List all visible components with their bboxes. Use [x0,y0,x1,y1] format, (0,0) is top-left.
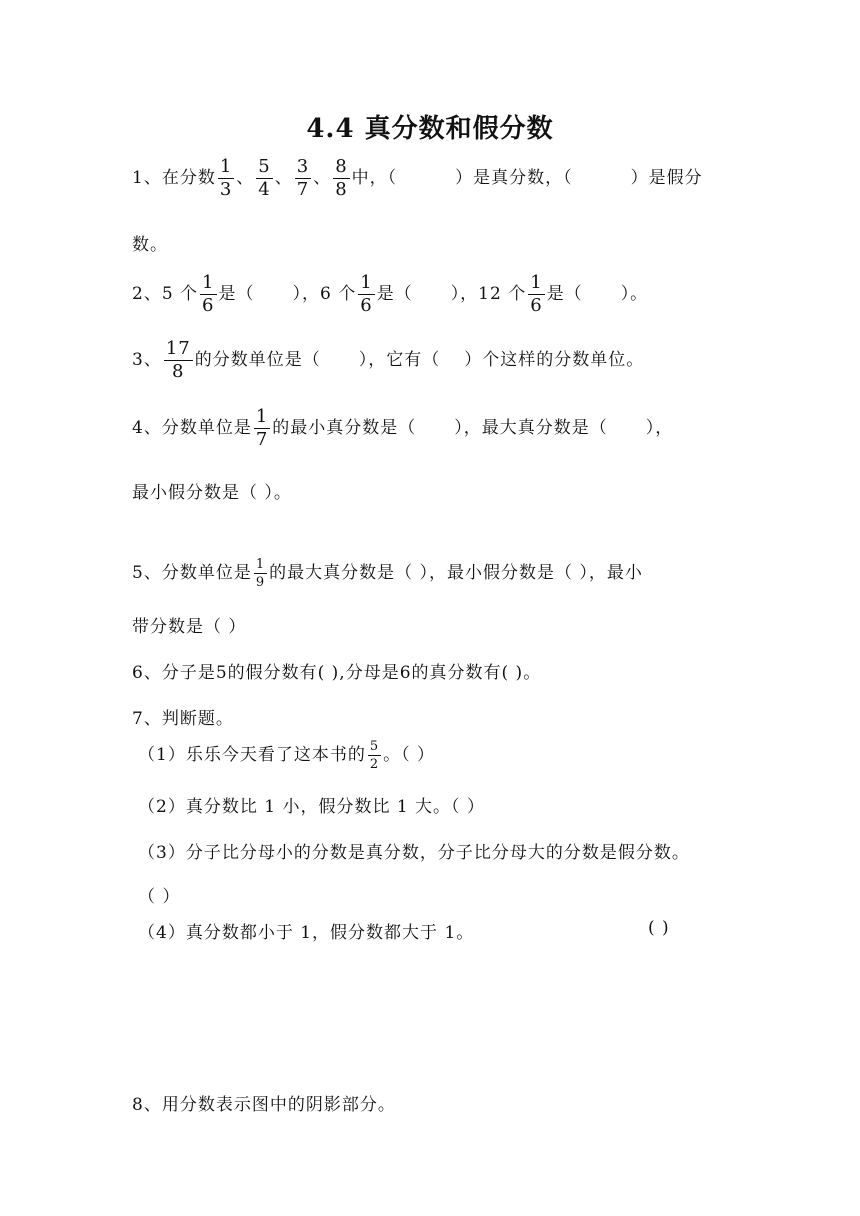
question-8: 8、用分数表示图中的阴影部分。 [132,1095,396,1115]
fraction-1-7: $\frac{1}{7}$ [255,406,269,450]
question-7-item-3: （3）分子比分母小的分数是真分数，分子比分母大的分数是假分数。 [138,843,690,863]
fraction-5-4: $\frac{5}{4}$ [258,156,271,200]
fraction-5-2: $\frac{5}{2}$ [369,739,380,772]
question-7-item-4-answer: ( ) [648,918,670,938]
page-title: 4.4 真分数和假分数 [306,114,554,144]
question-5: 5、分数单位是 $\frac{1}{9}$ 的最大真分数是（ ），最小假分数是（ ），最小 [132,557,643,590]
question-7-item-1: （1）乐乐今天看了这本书的 $\frac{5}{2}$ 。（ ） [138,739,436,772]
question-6: 6、分子是5的假分数有( ),分母是6的真分数有( )。 [132,663,542,683]
question-7-item-2: （2）真分数比 1 小，假分数比 1 大。（ ） [138,797,485,817]
question-4: 4、分数单位是 $\frac{1}{7}$ 的最小真分数是（ ），最大真分数是（ ）， [132,406,674,450]
question-1: 1、在分数 $\frac{1}{3}$ 、 $\frac{5}{4}$ 、 $\frac{3}{7}$ 、 $\frac{8}{8}$ 中，（ ）是真分数，（ ）是假分 [132,156,703,200]
fraction-1-9: $\frac{1}{9}$ [255,557,266,590]
question-5-continued: 带分数是（ ） [132,617,247,637]
question-3: 3、 $\frac{17}{8}$ 的分数单位是（ ），它有（ ）个这样的分数单位。 [132,338,645,382]
fraction-1-6: $\frac{1}{6}$ [530,272,543,316]
question-7-item-4: （4）真分数都小于 1，假分数都大于 1。 [138,923,475,943]
question-2: 2、5 个 $\frac{1}{6}$ 是（ ），6 个 $\frac{1}{6}$ 是（ ），12 个 $\frac{1}{6}$ 是（ ）。 [132,272,649,316]
q1-prefix: 1、在分数 [132,168,216,188]
question-4-continued: 最小假分数是（ ）。 [132,483,292,503]
question-7-heading: 7、判断题。 [132,709,234,729]
question-1-continued: 数。 [132,235,168,255]
fraction-8-8: $\frac{8}{8}$ [335,156,348,200]
fraction-1-3: $\frac{1}{3}$ [219,156,233,200]
fraction-1-6: $\frac{1}{6}$ [202,272,215,316]
fraction-17-8: $\frac{17}{8}$ [165,338,191,382]
fraction-1-6: $\frac{1}{6}$ [360,272,373,316]
fraction-3-7: $\frac{3}{7}$ [296,156,310,200]
question-7-item-3-answer: （ ） [138,887,181,907]
